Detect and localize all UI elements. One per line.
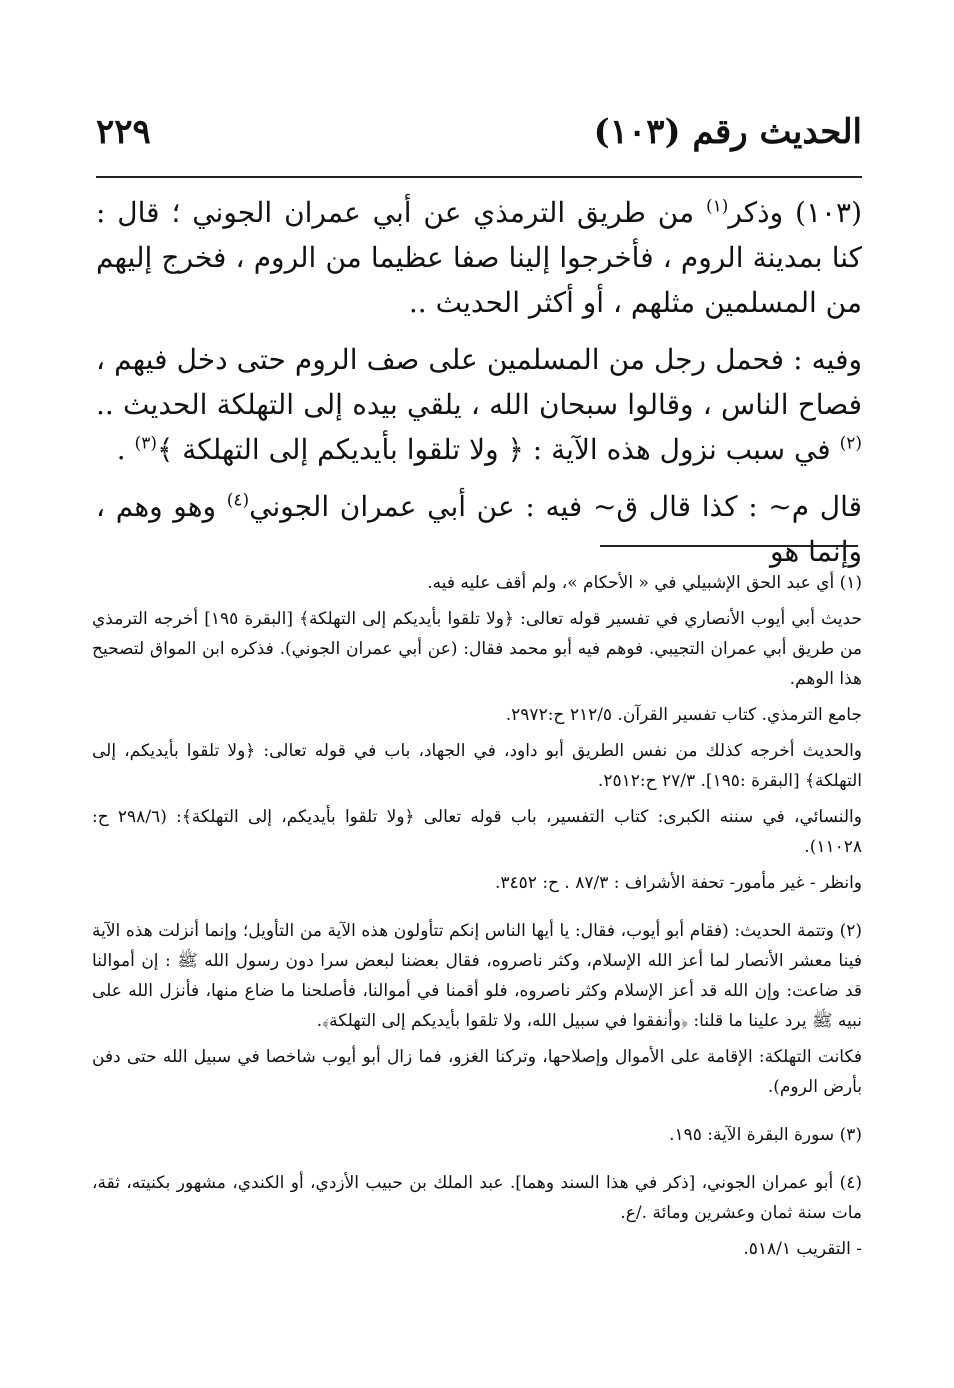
header-divider	[96, 176, 862, 178]
footnote-1-line-3: جامع الترمذي. كتاب تفسير القرآن. ٢١٢/٥ ح:٢٩٧٢.	[505, 705, 862, 725]
paragraph-1	[96, 190, 862, 325]
footnote-ref-4: (٤)	[226, 490, 250, 511]
paragraph-2-text-b: في سبب نزول هذه الآية : ﴿ ولا تلقوا بأيديكم إلى التهلكة ﴾	[156, 433, 840, 466]
footnote-1-line-2: حديث أبي أيوب الأنصاري في تفسير قوله تعالى: ﴿ولا تلقوا بأيديكم إلى التهلكة﴾ [البقرة ١٩٥] أخرجه الترمذي من طريق أبي عمران التجيبي. فوهم فيه أبو محمد فقال: (عن أبي عمران الجوني). فذكره ابن المواق لتصحيح هذا الوهم.	[92, 609, 862, 689]
footnote-1-line-6: وانظر - غير مأمور- تحفة الأشراف : ٨٧/٣ . ح: ٣٤٥٢.	[494, 873, 862, 893]
footnotes	[92, 568, 862, 1282]
paragraph-3	[96, 484, 862, 574]
paragraph-3-text-b: وهو وهم ، وإنما هو	[96, 490, 862, 568]
paragraph-2-text-a: وفيه : فحمل رجل من المسلمين على صف الروم حتى دخل فيهم ، فصاح الناس ، وقالوا سبحان الله ، يلقي بيده إلى التهلكة الحديث ..	[96, 343, 862, 421]
page-header	[96, 112, 862, 168]
footnote-1-line-1: (١) أي عبد الحق الإشبيلي في « الأحكام »، ولم أقف عليه فيه.	[427, 573, 862, 593]
footnote-1-line-5: والنسائي، في سننه الكبرى: كتاب التفسير، باب قوله تعالى ﴿ولا تلقوا بأيديكم، إلى التهلكة﴾: (٢٩٨/٦ ح: ١١٠٢٨).	[92, 807, 862, 857]
footnote-ref-3: (٣)	[134, 433, 157, 454]
paragraph-3-text-a: قال م~ : كذا قال ق~ فيه : عن أبي عمران الجوني	[249, 490, 862, 523]
paragraph-2	[96, 337, 862, 472]
footnote-4	[92, 1168, 862, 1264]
paragraph-2-text-c: .	[116, 433, 135, 466]
footnote-ref-2: (٢)	[839, 433, 862, 454]
footnote-3-line-1: (٣) سورة البقرة الآية: ١٩٥.	[669, 1125, 862, 1145]
paragraph-1-text-b: من طريق الترمذي عن أبي عمران الجوني ؛ قال : كنا بمدينة الروم ، فأخرجوا إلينا صفا عظيما من الروم ، فخرج إليهم من المسلمين مثلهم ، أو أكثر الحديث ..	[96, 196, 862, 319]
page-title: الحديث رقم (١٠٣)	[593, 112, 862, 152]
footnote-ref-1: (١)	[705, 196, 729, 217]
paragraph-1-text-a: (١٠٣) وذكر	[728, 196, 862, 229]
footnote-2-line-2: فكانت التهلكة: الإقامة على الأموال وإصلاحها، وتركنا الغزو، فما زال أبو أيوب شاخصا في سبيل الله حتى دفن بأرض الروم).	[92, 1047, 862, 1097]
footnote-4-line-1: (٤) أبو عمران الجوني، [ذكر في هذا السند وهما]. عبد الملك بن حبيب الأزدي، أو الكندي، مشهور بكنيته، ثقة، مات سنة ثمان وعشرين ومائة ./ع.	[92, 1173, 862, 1223]
footnote-3	[92, 1120, 862, 1150]
footnote-2-line-1: (٢) وتتمة الحديث: (فقام أبو أيوب، فقال: يا أيها الناس إنكم تتأولون هذه الآية من التأويل؛ وإنما أنزلت هذه الآية فينا معشر الأنصار لما أعز الله الإسلام، وكثر ناصروه، فقال بعضنا لبعض سرا دون رسول الله ﷺ : إن أموالنا قد ضاعت: وإن الله قد أعز الإسلام وكثر ناصروه، فلو أقمنا في أموالنا، فأصلحنا ما ضاع منها، فأنزل الله على نبيه ﷺ يرد علينا ما قلنا: ﴿وأنفقوا في سبيل الله، ولا تلقوا بأيديكم إلى التهلكة﴾.	[92, 921, 862, 1031]
footnote-divider	[600, 545, 858, 547]
footnote-2	[92, 916, 862, 1102]
page-number: ٢٢٩	[96, 112, 151, 152]
footnote-1-line-4: والحديث أخرجه كذلك من نفس الطريق أبو داود، في الجهاد، باب في قوله تعالى: ﴿ولا تلقوا بأيديكم، إلى التهلكة﴾ [البقرة :١٩٥]. ٢٧/٣ ح:٢٥١٢.	[92, 741, 862, 791]
footnote-4-line-2: - التقريب ٥١٨/١.	[743, 1239, 862, 1259]
main-text	[96, 190, 862, 586]
footnote-1	[92, 568, 862, 898]
